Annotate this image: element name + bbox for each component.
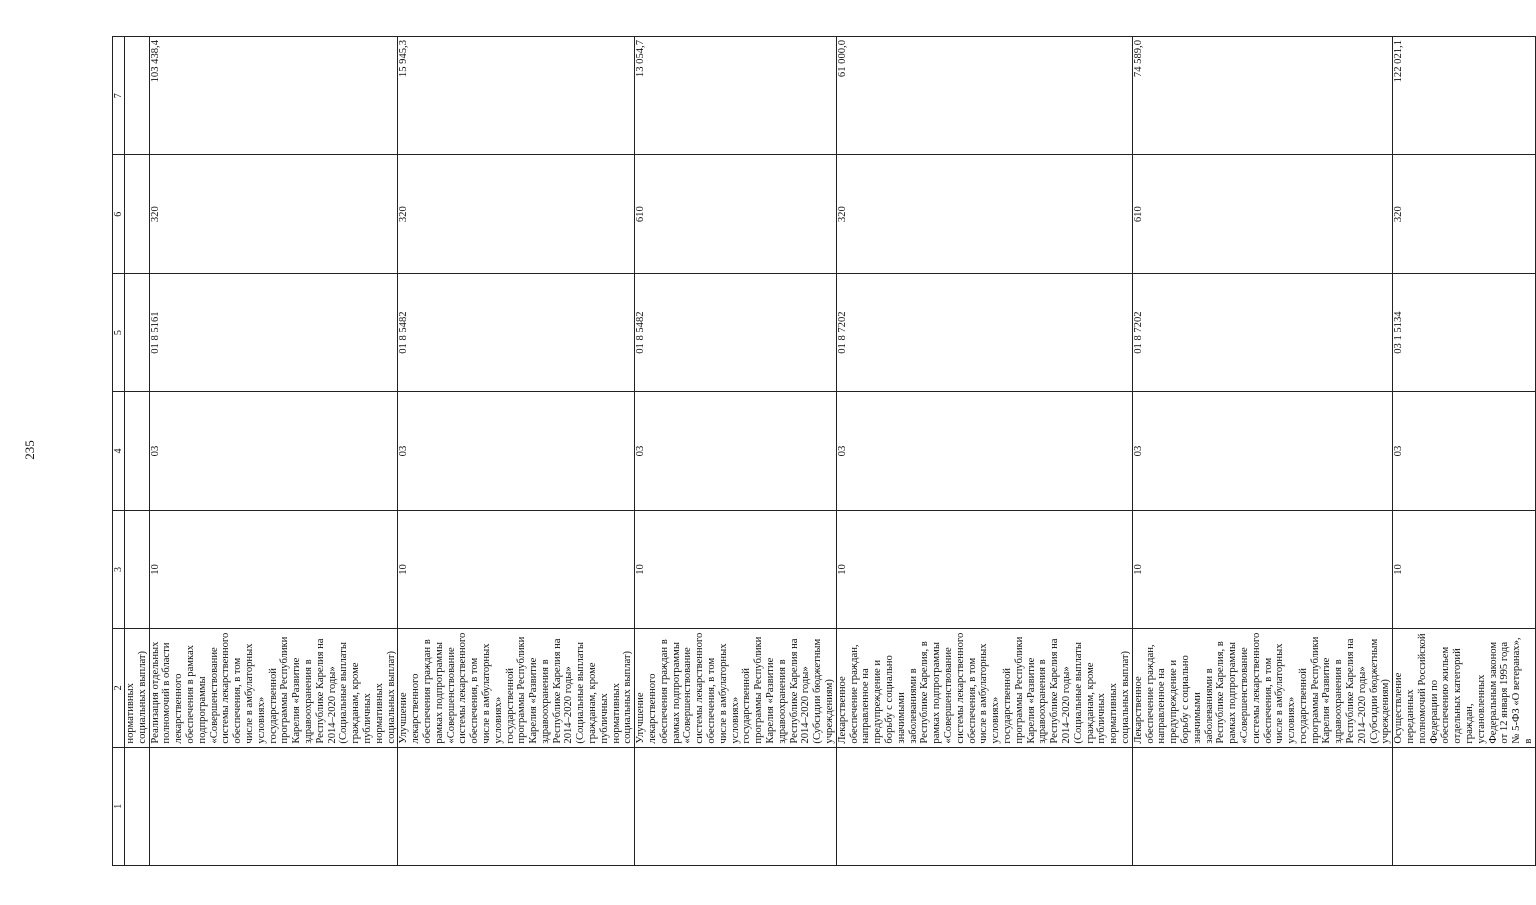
table-row xyxy=(836,37,1132,866)
row-subsection: 03 xyxy=(149,392,398,510)
row-description: Осуществление переданных полномочий Российской Федерации по обеспечению жильем отдельных категорий граждан, установленных Федеральным законом от 12 января 1995 года № 5-ФЗ «О ветеранах», в xyxy=(1393,629,1536,747)
row-description: Лекарственное обеспечение граждан, направленное на предупреждение и борьбу с социально значимыми заболеваниями в Республике Карелия, в рамках подпрограммы «Совершенствование системы лекарственного обеспечения, в том числе в амбулаторных условиях» государственной программы Республики Карелия «Развитие здравоохранения в Республике Карелия на 2014–2020 годы» (Социальные выплаты гражданам, кроме публичных нормативных социальных выплат) xyxy=(836,629,1132,747)
table-row xyxy=(1132,37,1393,866)
column-number-row xyxy=(113,37,125,866)
row-subsection: 03 xyxy=(1393,392,1536,510)
col-header-4: 4 xyxy=(113,392,125,510)
row-target-code: 01 8 5482 xyxy=(398,273,635,391)
row-expense-type: 320 xyxy=(149,155,398,273)
row-target-code: 01 8 5482 xyxy=(635,273,837,391)
row-description: Лекарственное обеспечение граждан, направленное на предупреждение и борьбу с социально значимыми заболеваниями в Республике Карелия, в рамках подпрограммы «Совершенствование системы лекарственного обеспечения, в том числе в амбулаторных условиях» государственной программы Республики Карелия «Развитие здравоохранения в Республике Карелия на 2014–2020 годы» (Субсидии бюджетным учреждениям) xyxy=(1132,629,1393,747)
row-section: 10 xyxy=(149,510,398,628)
table-row xyxy=(1393,37,1536,866)
table-row-continuation xyxy=(125,37,150,866)
row-amount: 122 021,1 xyxy=(1393,37,1536,155)
row-amount: 13 054,7 xyxy=(635,37,837,155)
col-header-2: 2 xyxy=(113,629,125,747)
col-header-5: 5 xyxy=(113,273,125,391)
page-number: 235 xyxy=(22,440,37,460)
table-row xyxy=(149,37,398,866)
table-row xyxy=(635,37,837,866)
row-target-code: 01 8 7202 xyxy=(836,273,1132,391)
row-target-code: 01 8 7202 xyxy=(1132,273,1393,391)
row-expense-type: 610 xyxy=(1132,155,1393,273)
row-subsection: 03 xyxy=(398,392,635,510)
row-amount: 103 438,4 xyxy=(149,37,398,155)
row-description: нормативных социальных выплат) xyxy=(125,629,150,747)
row-description: Улучшение лекарственного обеспечения граждан в рамках подпрограммы «Совершенствование системы лекарственного обеспечения, в том числе в амбулаторных условиях» государственной программы Республики Карелия «Развитие здравоохранения в Республике Карелия на 2014–2020 годы» (Социальные выплаты гражданам, кроме публичных нормативных социальных выплат) xyxy=(398,629,635,747)
col-header-7: 7 xyxy=(113,37,125,155)
col-header-1: 1 xyxy=(113,747,125,865)
row-expense-type: 610 xyxy=(635,155,837,273)
col-header-3: 3 xyxy=(113,510,125,628)
row-section: 10 xyxy=(398,510,635,628)
row-expense-type: 320 xyxy=(398,155,635,273)
row-subsection: 03 xyxy=(635,392,837,510)
row-subsection: 03 xyxy=(1132,392,1393,510)
row-expense-type: 320 xyxy=(836,155,1132,273)
row-section: 10 xyxy=(1132,510,1393,628)
row-subsection: 03 xyxy=(836,392,1132,510)
row-section: 10 xyxy=(1393,510,1536,628)
row-section: 10 xyxy=(635,510,837,628)
col-header-6: 6 xyxy=(113,155,125,273)
row-description: Реализация отдельных полномочий в области лекарственного обеспечения в рамках подпрограммы «Совершенствование системы лекарственного обеспечения, в том числе в амбулаторных условиях» государственной программы Республики Карелия «Развитие здравоохранения в Республике Карелия на 2014–2020 годы» (Социальные выплаты гражданам, кроме публичных нормативных социальных выплат) xyxy=(149,629,398,747)
row-description: Улучшение лекарственного обеспечения граждан в рамках подпрограммы «Совершенствование системы лекарственного обеспечения, в том числе в амбулаторных условиях» государственной программы Республики Карелия «Развитие здравоохранения в Республике Карелия на 2014–2020 годы» (Субсидии бюджетным учреждениям) xyxy=(635,629,837,747)
row-expense-type: 320 xyxy=(1393,155,1536,273)
budget-table xyxy=(112,36,1536,866)
row-target-code: 03 1 5134 xyxy=(1393,273,1536,391)
row-amount: 74 589,0 xyxy=(1132,37,1393,155)
row-section: 10 xyxy=(836,510,1132,628)
row-target-code: 01 8 5161 xyxy=(149,273,398,391)
table-row xyxy=(398,37,635,866)
row-amount: 61 000,0 xyxy=(836,37,1132,155)
budget-table-sheet xyxy=(112,36,1535,866)
row-amount: 15 945,3 xyxy=(398,37,635,155)
